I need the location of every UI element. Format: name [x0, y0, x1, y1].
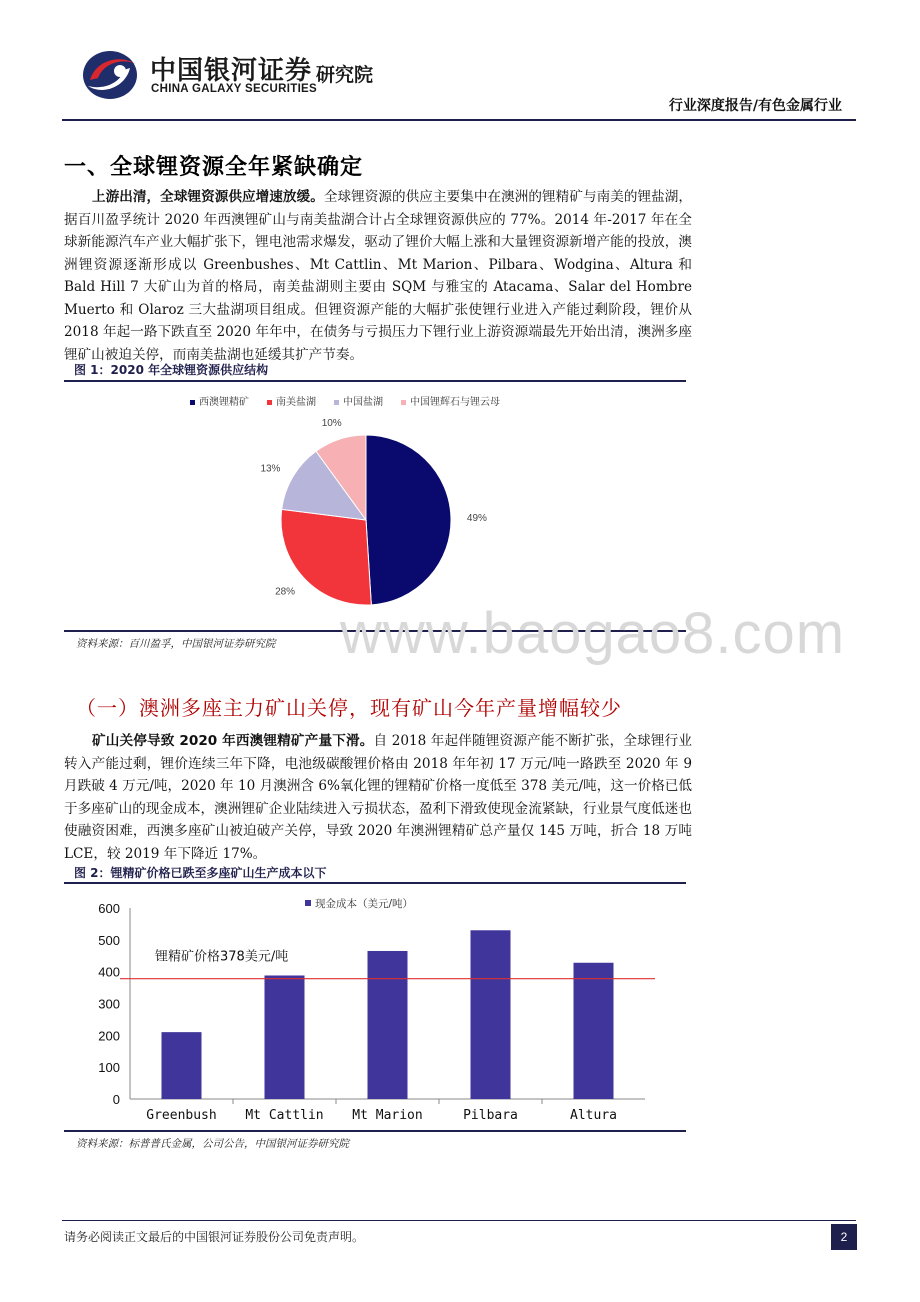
- x-tick-label: Altura: [570, 1108, 617, 1123]
- figure2-title: 图 2：锂精矿价格已跌至多座矿山生产成本以下: [74, 866, 327, 880]
- paragraph-lead: 上游出清，全球锂资源供应增速放缓。: [92, 189, 324, 205]
- legend-label: 中国盐湖: [343, 397, 383, 408]
- paragraph-lead: 矿山关停导致 2020 年西澳锂精矿产量下滑。: [92, 733, 374, 749]
- y-tick-label: 600: [98, 901, 120, 916]
- bar: [162, 1032, 202, 1099]
- legend-item: [334, 393, 383, 408]
- x-tick-label: Pilbara: [463, 1108, 518, 1123]
- bar-chart: [80, 888, 660, 1128]
- bar: [471, 930, 511, 1099]
- legend-item: [267, 393, 316, 408]
- pie-slice-label: 10%: [321, 418, 342, 430]
- y-tick-label: 500: [98, 932, 120, 948]
- price-reference-label: 锂精矿价格378美元/吨: [155, 949, 289, 965]
- paragraph-supply: [64, 186, 692, 366]
- figure2-top-rule: [64, 882, 686, 884]
- x-tick-label: Mt Marion: [352, 1108, 423, 1123]
- x-tick-label: Mt Cattlin: [245, 1108, 324, 1123]
- figure1-title: 图 1：2020 年全球锂资源供应结构: [74, 363, 269, 377]
- footer-disclaimer: 请务必阅读正文最后的中国银河证券股份公司免责声明。: [64, 1230, 365, 1244]
- y-tick-label: 100: [98, 1060, 120, 1076]
- y-tick-label: 300: [98, 996, 120, 1012]
- logo-institute: 研究院: [316, 64, 374, 86]
- legend-label: 中国锂辉石与锂云母: [410, 397, 500, 408]
- bar: [574, 963, 614, 1099]
- bar: [368, 951, 408, 1099]
- y-tick-label: 400: [98, 964, 120, 980]
- pie-legend: [190, 393, 500, 408]
- figure2-source: 资料来源：标普普氏金属，公司公告，中国银河证券研究院: [76, 1138, 349, 1150]
- legend-swatch: [305, 900, 311, 906]
- galaxy-logo-icon: [80, 46, 144, 104]
- footer-divider: [62, 1220, 856, 1221]
- legend-item: [401, 393, 500, 408]
- figure1-source: 资料来源：百川盈孚，中国银河证券研究院: [76, 638, 276, 650]
- paragraph-mines: [64, 730, 692, 865]
- figure2-bottom-rule: [64, 1130, 686, 1132]
- pie-slice-label: 28%: [275, 586, 296, 598]
- section-title: 一、全球锂资源全年紧缺确定: [64, 155, 364, 180]
- y-tick-label: 0: [112, 1092, 120, 1107]
- header-divider: [62, 119, 856, 121]
- subsection-title: （一）澳洲多座主力矿山关停，现有矿山今年产量增幅较少: [76, 696, 622, 720]
- legend-item: [190, 393, 249, 408]
- paragraph-body: 自 2018 年起伴随锂资源产能不断扩张，全球锂行业转入产能过剩，锂价连续三年下降，电池级碳酸锂价格由 2018 年年初 17 万元/吨一路跌至 2020 年 9 月跌破 4 万元/吨，2020 年 10 月澳洲含 6%氧化锂的锂精矿价格一度低至 378 美元/吨，这一价格已低于多座矿山的现金成本，澳洲锂矿企业陆续进入亏损状态，盈利下滑致使现金流紧缺，行业景气度低迷也使融资困难，西澳多座矿山被迫破产关停，导致 2020 年澳洲锂精矿总产量仅 145 万吨，折合 18 万吨 LCE，较 2019 年下降近 17%。: [64, 733, 692, 862]
- report-category: 行业深度报告/有色金属行业: [668, 98, 842, 114]
- bar: [265, 975, 305, 1099]
- page-number: 2: [831, 1224, 857, 1250]
- legend-label: 南美盐湖: [276, 397, 316, 408]
- watermark: www.baogao8.com: [340, 601, 846, 666]
- logo-chinese-name: 中国银河证券: [150, 56, 313, 86]
- pie-chart: [250, 415, 510, 615]
- logo-english-name: CHINA GALAXY SECURITIES: [151, 83, 318, 95]
- figure1-top-rule: [64, 380, 686, 382]
- legend-label: 西澳锂精矿: [199, 397, 249, 408]
- x-tick-label: Greenbush: [146, 1108, 217, 1123]
- y-tick-label: 200: [98, 1028, 120, 1044]
- pie-slice: [366, 435, 451, 605]
- legend-label: 现金成本（美元/吨）: [315, 898, 414, 910]
- pie-slice-label: 49%: [466, 512, 487, 524]
- paragraph-body: 全球锂资源的供应主要集中在澳洲的锂精矿与南美的锂盐湖，据百川盈孚统计 2020 年西澳锂矿山与南美盐湖合计占全球锂资源供应的 77%。2014 年-2017 年在全球新能源汽车产业大幅扩张下，锂电池需求爆发，驱动了锂价大幅上涨和大量锂资源新增产能的投放，澳洲锂资源逐渐形成以 Greenbushes、Mt Cattlin、Mt Marion、Pilbara、Wodgina、Altura 和 Bald Hill 7 大矿山为首的格局，南美盐湖则主要由 SQM 与雅宝的 Atacama、Salar del Hombre Muerto 和 Olaroz 三大盐湖项目组成。但锂资源产能的大幅扩张使锂行业进入产能过剩阶段，锂价从 2018 年起一路下跌直至 2020 年年中，在债务与亏损压力下锂行业上游资源端最先开始出清，澳洲多座锂矿山被迫关停，而南美盐湖也延缓其扩产节奏。: [64, 189, 693, 363]
- pie-slice-label: 13%: [260, 463, 281, 475]
